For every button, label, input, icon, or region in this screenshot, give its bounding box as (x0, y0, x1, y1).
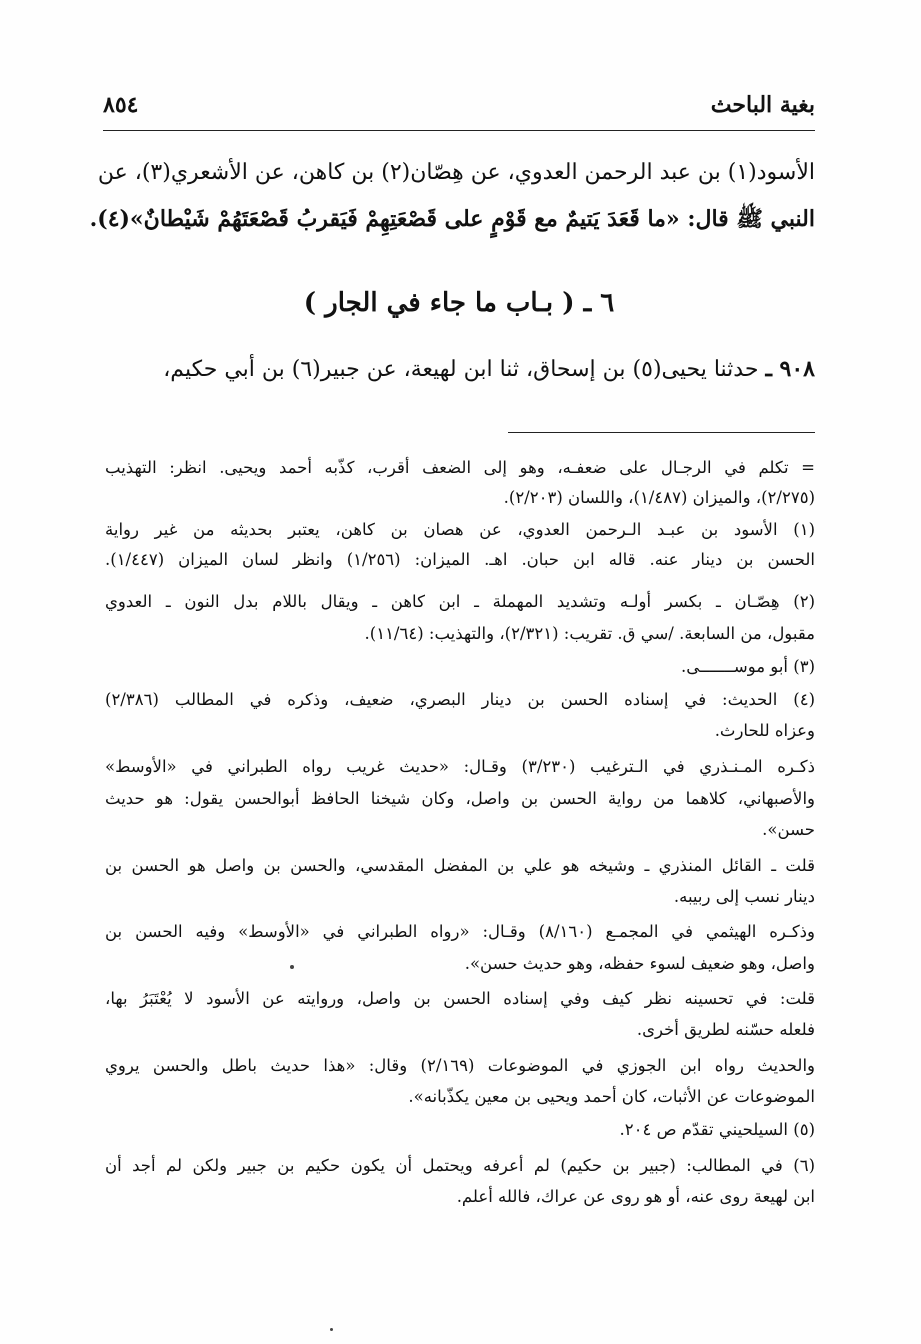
main-text-line-1: الأسود(١) بن عبد الرحمن العدوي، عن هِصّان(٢) بن كاهن، عن الأشعري(٣)، عن (97, 160, 815, 185)
footnote-line: (٢/٢٧٥)، والميزان (١/٤٨٧)، واللسان (٢/٢٠٣). (503, 488, 815, 507)
footnote-line: ذكـره المـنـذري في الـترغيب (٣/٢٣٠) وقـال: «حديث غريب رواه الطبراني في «الأوسط» (105, 757, 816, 776)
hadith-908 (105, 356, 815, 382)
hadith-text: حدثنا يحيى(٥) بن إسحاق، ثنا ابن لهيعة، عن جبير(٦) بن أبي حكيم، (163, 357, 759, 382)
footnote-line: (٣) أبو موســـــــى. (681, 657, 815, 676)
footnote-line: الحسن بن دينار عنه. قاله ابن حبان. اهـ. الميزان: (١/٢٥٦) وانظر لسان الميزان (١/٤٤٧). (105, 550, 815, 569)
footnote-line: (١) الأسود بن عبـد الـرحمن العدوي، عن هصان بن كاهن، يعتبر بحديثه من غير رواية (105, 520, 815, 539)
main-text-line-2: النبي ﷺ قال: «ما قَعَدَ يَتيمٌ مع قَوْمٍ على قَصْعَتِهِمْ فَيَقربُ قَصْعَتَهُمْ شَيْطانٌ»(٤). (89, 206, 815, 232)
scan-speck (290, 965, 294, 969)
header-rule (103, 130, 815, 131)
footnote-line: (٦) في المطالب: (جبير بن حكيم) لم أعرفه ويحتمل أن يكون حكيم بن جبير ولكن لم أجد أن (105, 1156, 815, 1175)
running-header (103, 92, 815, 126)
hadith-number: ٩٠٨ ـ (765, 356, 815, 382)
footnote-line: فلعله حسّنه لطريق أخرى. (636, 1020, 815, 1039)
footnote-line: الموضوعات عن الأثبات، كان أحمد ويحيى بن معين يكذّبانه». (408, 1087, 815, 1106)
footnote-line: ابن لهيعة روى عنه، أو هو روى عن عراك، فالله أعلم. (456, 1187, 815, 1206)
footnote-line: دينار نسب إلى ربيبه. (673, 887, 815, 906)
scan-speck (330, 1328, 333, 1331)
chapter-heading: ٦ ـ ( بـاب ما جاء في الجار ) (303, 288, 615, 318)
footnote-line: قلت ـ القائل المنذري ـ وشيخه هو علي بن المفضل المقدسي، والحسن بن واصل هو الحسن بن (105, 856, 815, 875)
footnote-line: (٤) الحديث: في إسناده الحسن بن دينار البصري، ضعيف، وذكره في المطالب (٢/٣٨٦) (105, 690, 815, 709)
footnote-line: حسن». (762, 820, 815, 839)
footnote-line: (٢) هِصّـان ـ بكسر أولـه وتشديد المهملة ـ ابن كاهن ـ ويقال باللام بدل النون ـ العدوي (105, 592, 815, 611)
footnote-line: مقبول، من السابعة. /سي ق. تقريب: (٢/٣٢١)، والتهذيب: (١١/٦٤). (364, 624, 815, 643)
footnote-line: وعزاه للحارث. (714, 721, 815, 740)
footnote-line: = تكلم في الرجـال على ضعفـه، وهو إلى الضعف أقرب، كذّبه أحمد ويحيى. انظر: التهذيب (105, 458, 815, 477)
book-title: بغية الباحث (710, 92, 815, 118)
footnote-line: والأصبهاني، كلاهما من رواية الحسن بن واصل، وكان شيخنا الحافظ أبوالحسن يقول: هو حديث (105, 789, 815, 808)
footnote-line: (٥) السيلحيني تقدّم ص ٢٠٤. (619, 1120, 815, 1139)
footnote-line: واصل، وهو ضعيف لسوء حفظه، وهو حديث حسن». (464, 954, 815, 973)
page-number: ٨٥٤ (103, 92, 139, 118)
footnote-line: وذكـره الهيثمي في المجمـع (٨/١٦٠) وقـال: «رواه الطبراني في «الأوسط» وفيه الحسن بن (105, 922, 815, 941)
footnote-line: والحديث رواه ابن الجوزي في الموضوعات (٢/١٦٩) وقال: «هذا حديث باطل والحسن يروي (105, 1056, 815, 1075)
footnote-separator (508, 432, 815, 433)
footnote-line: قلت: في تحسينه نظر كيف وفي إسناده الحسن بن واصل، وروايته عن الأسود لا يُعْتَبَرُ بها، (105, 989, 815, 1008)
